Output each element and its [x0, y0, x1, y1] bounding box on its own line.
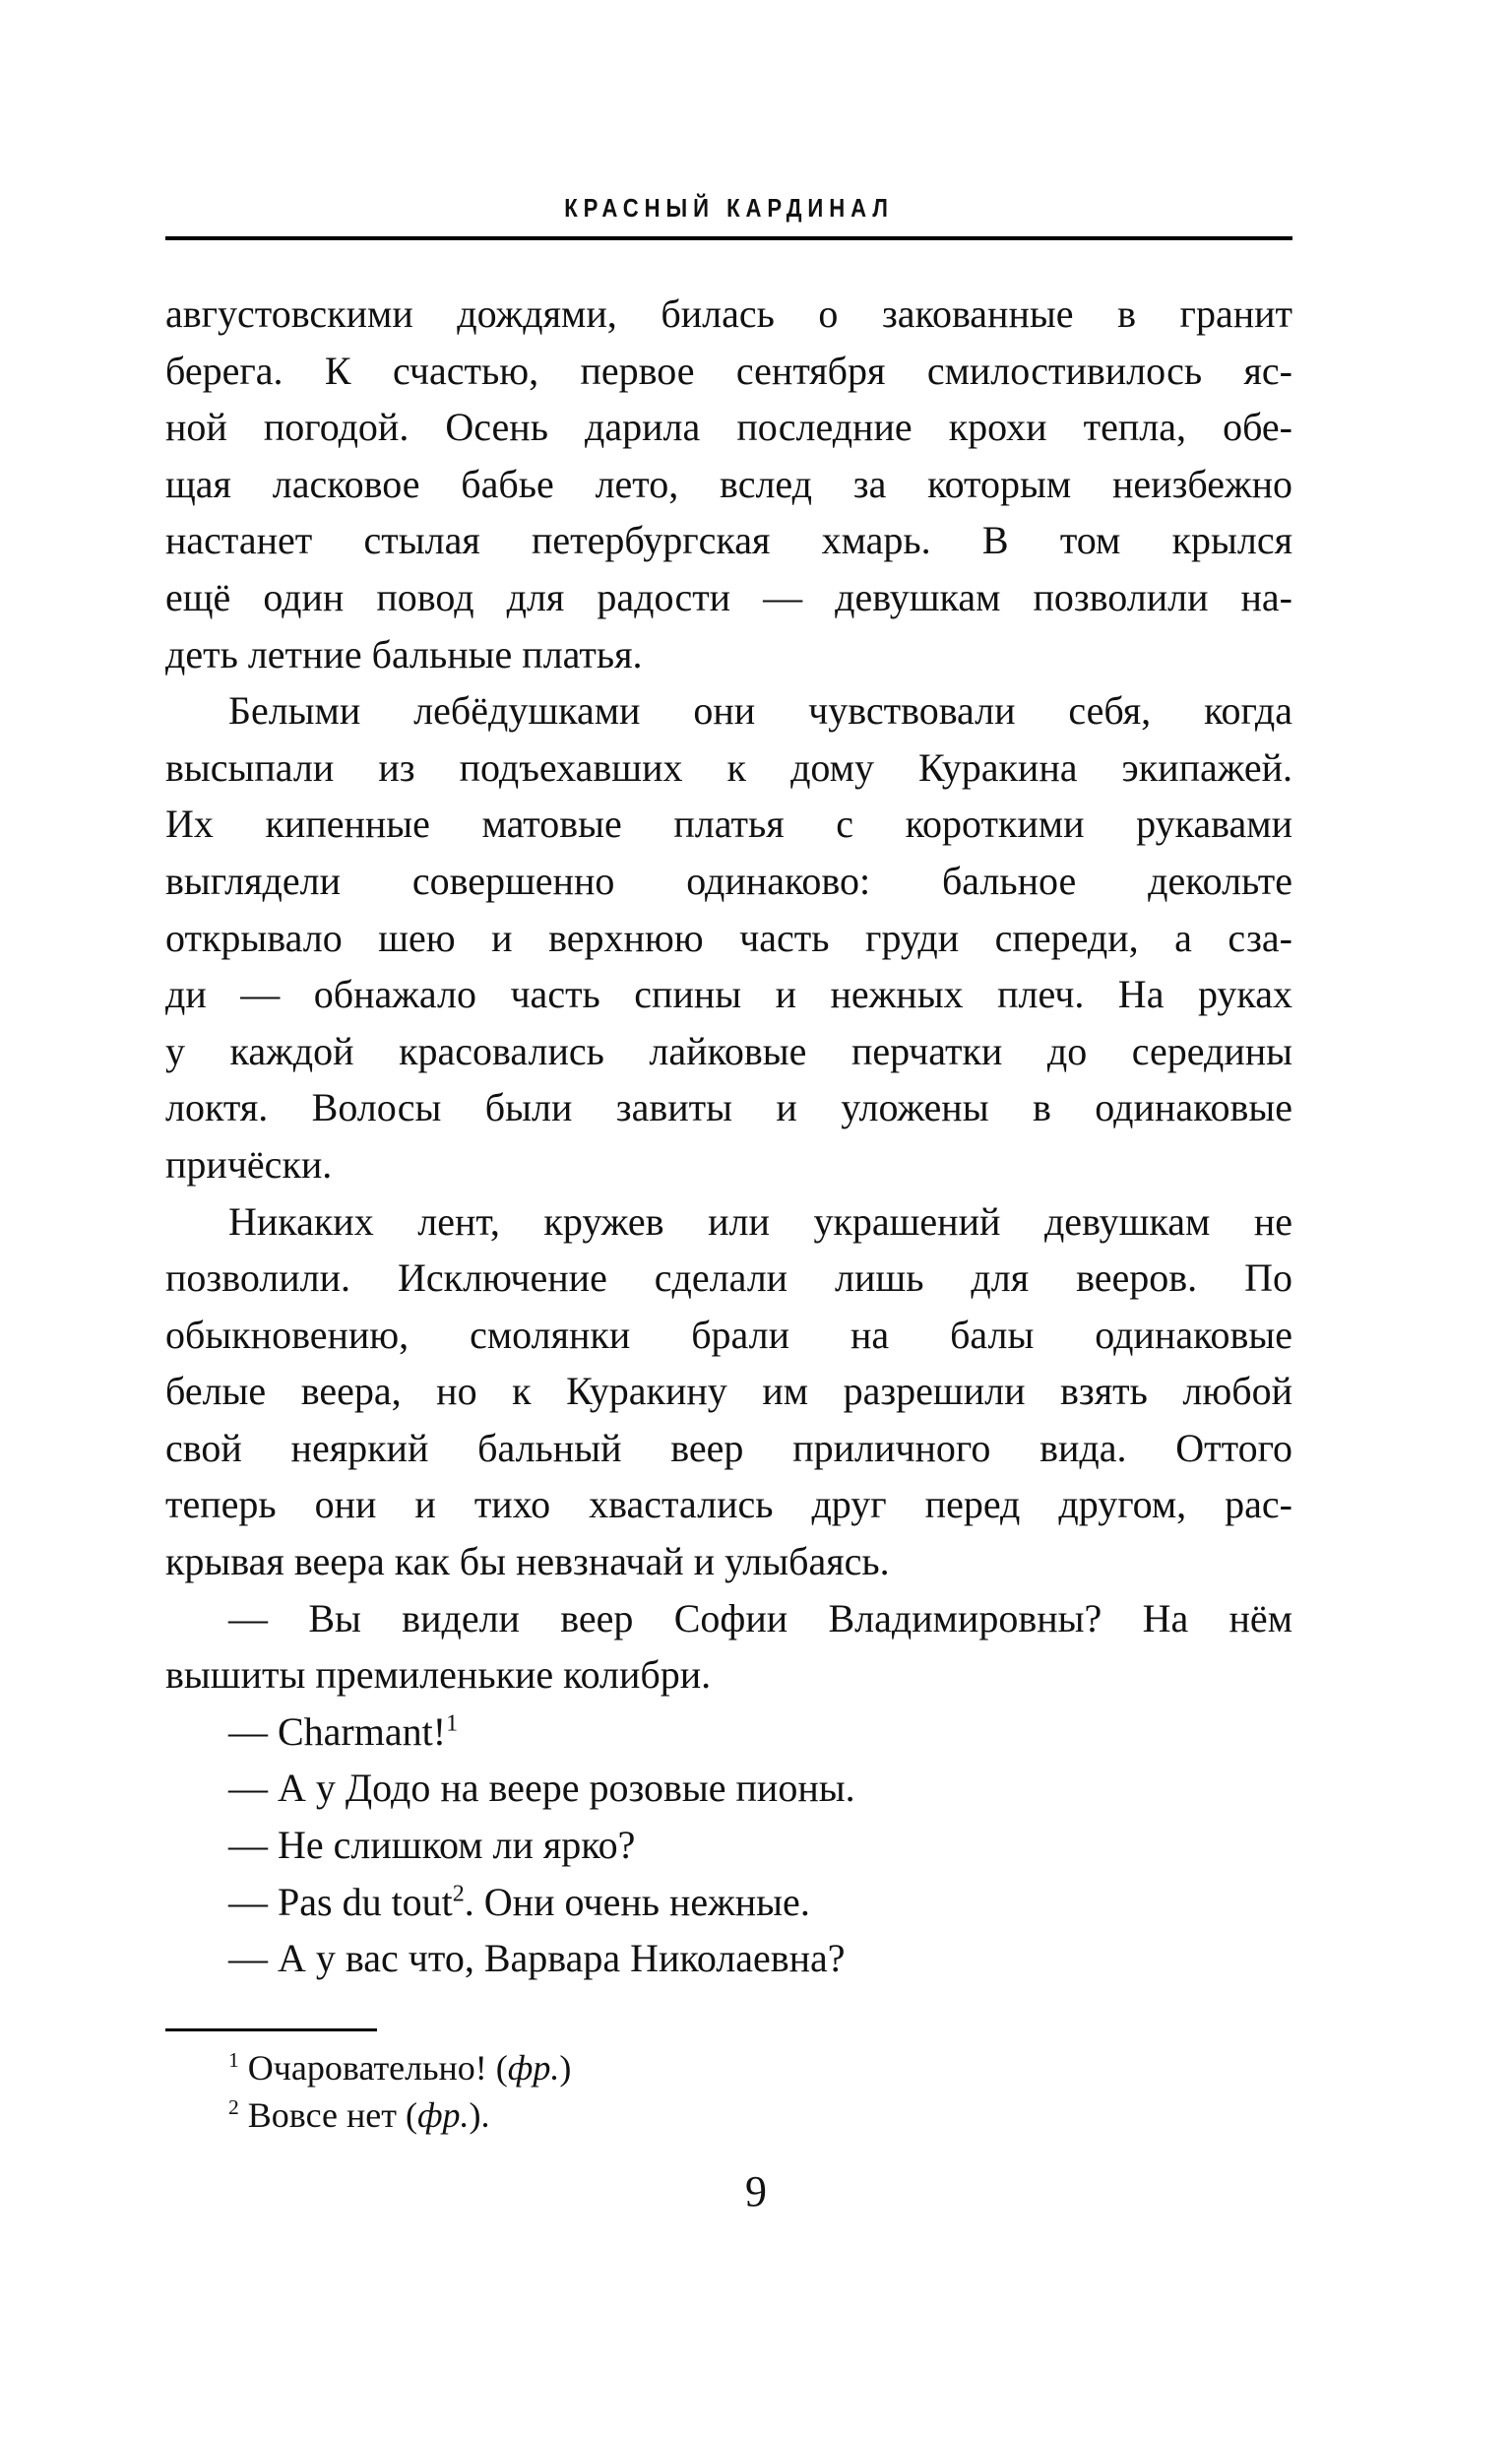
text-line: причёски.: [165, 1141, 333, 1187]
text-line: выглядели совершенно одинаково: бальное декольте: [165, 858, 1292, 903]
footnote-number: 2: [228, 2095, 239, 2120]
text-line: белые веера, но к Куракину им разрешили взять любой: [165, 1369, 1292, 1414]
text-line: Их кипенные матовые платья с короткими рукавами: [165, 802, 1292, 847]
footnotes: [228, 2044, 571, 2139]
body-text: [165, 286, 1292, 1987]
running-head: КРАСНЫЙ КАРДИНАЛ: [564, 193, 894, 223]
text-line: у каждой красовались лайковые перчатки до середины: [165, 1028, 1292, 1073]
footnote-rule: [165, 2028, 377, 2031]
footnote-1: [228, 2044, 571, 2091]
text-line: вышиты премиленькие колибри.: [165, 1652, 712, 1698]
text-line: ной погодой. Осень дарила последние крохи тепла, обе-: [165, 405, 1292, 450]
header-rule: [165, 236, 1292, 240]
text-line: настанет стылая петербургская хмарь. В том крылся: [165, 518, 1292, 563]
dialogue-text: — Pas du tout: [228, 1879, 453, 1924]
dialogue-block: [165, 1704, 1292, 1987]
footnote-ref[interactable]: 1: [446, 1710, 459, 1737]
dialogue-text: — Charmant!: [228, 1708, 447, 1754]
text-line: щая ласковое бабье лето, вслед за которым неизбежно: [165, 461, 1292, 506]
footnote-abbrev: фр.: [507, 2048, 560, 2088]
text-line: открывало шею и верхнюю часть груди спереди, а сза-: [165, 915, 1292, 960]
footnote-text: Очаровательно! (: [247, 2048, 508, 2088]
footnote-text: Вовсе нет (: [247, 2095, 417, 2135]
dialogue-line: — А у Додо на веере розовые пионы.: [228, 1766, 855, 1811]
text-line: Белыми лебёдушками они чувствовали себя, когда: [228, 688, 1292, 734]
footnote-2: [228, 2091, 571, 2139]
paragraph-1: [165, 286, 1292, 682]
footnote-tail: ).: [469, 2095, 490, 2135]
dialogue-line: — Не слишком ли ярко?: [228, 1823, 636, 1868]
text-line: Никаких лент, кружев или украшений девушкам не: [228, 1198, 1292, 1244]
dialogue-line: [165, 1874, 1292, 1931]
text-line: высыпали из подъехавших к дому Куракина экипажей.: [165, 744, 1292, 790]
text-line: локтя. Волосы были завиты и уложены в одинаковые: [165, 1085, 1292, 1130]
footnote-number: 1: [228, 2048, 239, 2073]
text-line: крывая веера как бы невзначай и улыбаясь.: [165, 1539, 890, 1584]
paragraph-2: [165, 682, 1292, 1192]
footnote-abbrev: фр.: [416, 2095, 470, 2135]
text-line: позволили. Исключение сделали лишь для вееров. По: [165, 1255, 1292, 1301]
text-line: ещё один повод для радости — девушкам позволили на-: [165, 574, 1292, 619]
text-line: теперь они и тихо хвастались друг перед другом, рас-: [165, 1482, 1292, 1527]
text-line: свой неяркий бальный веер приличного вида. Оттого: [165, 1425, 1292, 1470]
paragraph-3: [165, 1193, 1292, 1590]
dialogue-text: . Они очень нежные.: [464, 1879, 810, 1924]
text-line: ди — обнажало часть спины и нежных плеч. На руках: [165, 972, 1292, 1017]
dialogue-line: — А у вас что, Варвара Николаевна?: [228, 1936, 846, 1981]
dialogue-line: [165, 1704, 1292, 1761]
page-number: 9: [745, 2167, 767, 2216]
text-line: берега. К счастью, первое сентября смилостивилось яс-: [165, 348, 1292, 393]
text-line: деть летние бальные платья.: [165, 631, 643, 676]
text-line: обыкновению, смолянки брали на балы одинаковые: [165, 1312, 1292, 1357]
footnote-ref[interactable]: 2: [452, 1881, 465, 1907]
paragraph-4: [165, 1590, 1292, 1704]
footnote-tail: ): [559, 2048, 572, 2088]
text-line: августовскими дождями, билась о закованные в гранит: [165, 291, 1292, 336]
text-line: — Вы видели веер Софии Владимировны? На нём: [228, 1595, 1292, 1640]
